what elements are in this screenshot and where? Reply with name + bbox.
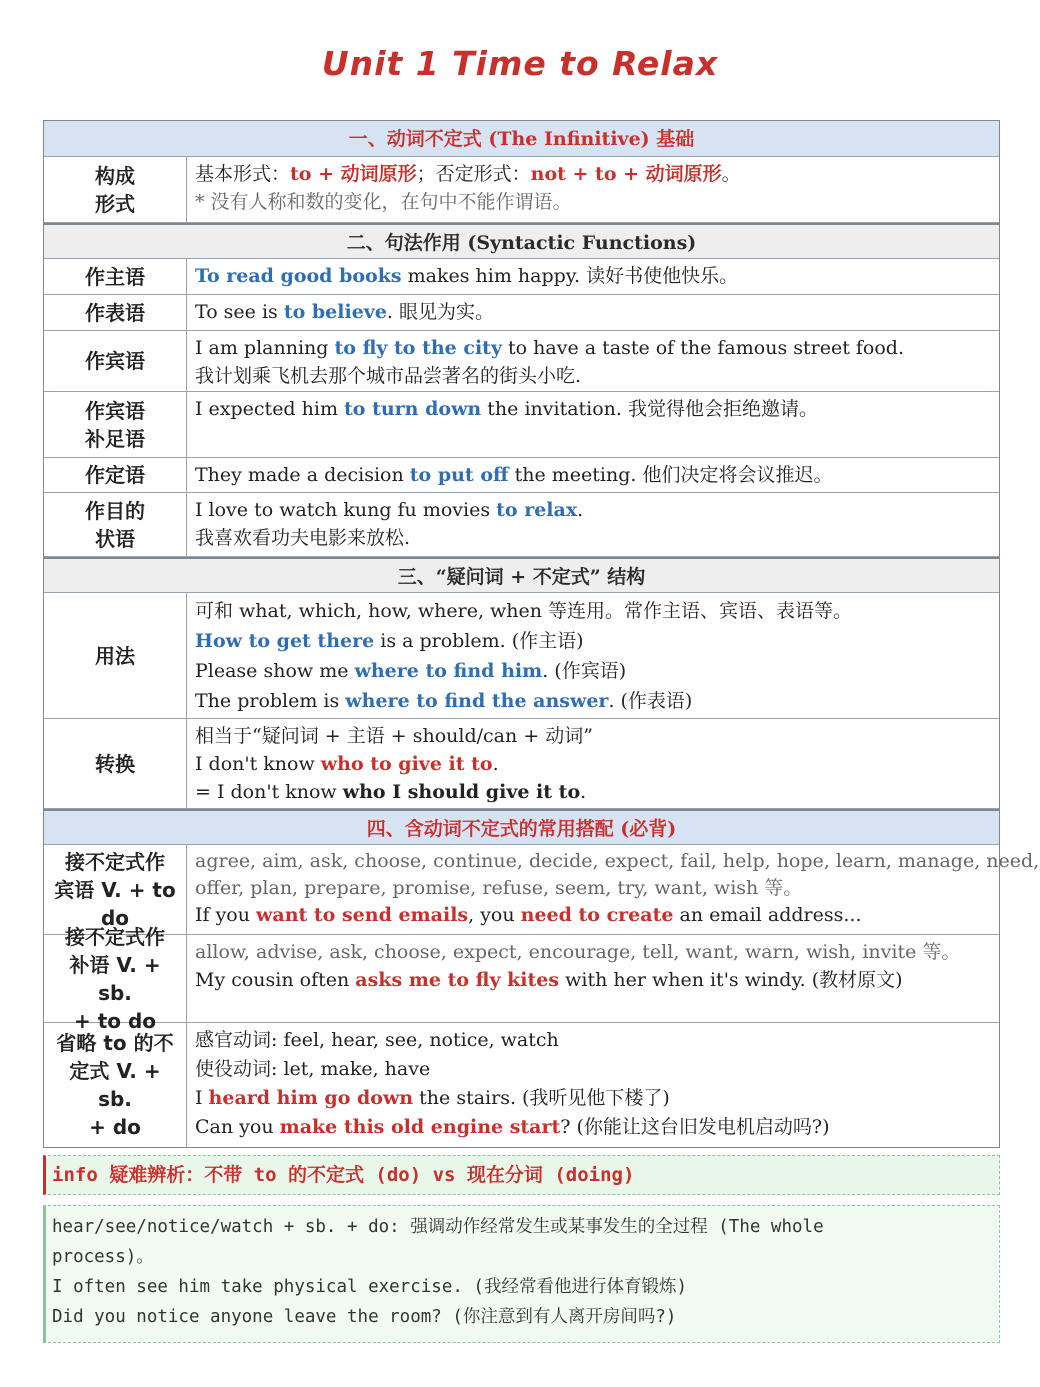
row-verb-to-do	[44, 845, 1040, 935]
info-line: process)。	[52, 1247, 154, 1267]
highlight: How to get there	[195, 630, 375, 652]
header-text: 一、动词不定式	[348, 128, 489, 150]
row-label: 作表语	[44, 295, 187, 330]
highlight: need to create	[520, 904, 674, 926]
label-line: 接不定式作	[64, 849, 165, 874]
row-label: 作主语	[44, 259, 187, 294]
translation: 我计划乘飞机去那个城市品尝著名的街头小吃.	[195, 365, 582, 387]
grammar-table	[43, 120, 1040, 1148]
highlight: to fly to the city	[334, 337, 502, 359]
info-line: I often see him take physical exercise. (我经常看他进行体育锻炼)	[52, 1277, 688, 1297]
text: . (作宾语)	[542, 660, 627, 682]
row-subject	[44, 259, 999, 295]
label-line: 宾语 V. + to	[54, 877, 176, 902]
highlight: want to send emails	[256, 904, 469, 926]
row-label	[44, 924, 187, 1033]
label-line: + do	[89, 1115, 141, 1139]
label-line: 补足语	[85, 426, 145, 451]
text: The problem is	[195, 690, 346, 712]
text: is a problem. (作主语)	[374, 630, 584, 652]
label-line: 构成	[95, 163, 135, 188]
highlight: where to find the answer	[345, 690, 609, 712]
text: an email address...	[673, 904, 862, 926]
text: = I don't know	[195, 781, 343, 803]
highlight: heard him go down	[208, 1087, 414, 1109]
row-verb-sb-do	[44, 1023, 999, 1147]
info-line: Did you notice anyone leave the room? (你注意到有人离开房间吗?)	[52, 1307, 677, 1327]
header-text-post: 基础	[649, 128, 695, 150]
verb-list: allow, advise, ask, choose, expect, encourage, tell, want, warn, wish, invite 等。	[195, 941, 961, 963]
header-text: 四、含动词不定式的常用搭配 (必背)	[366, 818, 677, 840]
text: the invitation. 我觉得他会拒绝邀请。	[481, 398, 818, 420]
row-verb-sb-to-do	[44, 924, 999, 1033]
label-line: 状语	[95, 526, 135, 551]
text: makes him happy. 读好书使他快乐。	[401, 265, 739, 287]
highlight: to put off	[409, 464, 509, 486]
note: * 没有人称和数的变化，在句中不能作谓语。	[195, 191, 572, 213]
label-line: 补语 V. + sb.	[69, 952, 161, 1005]
highlight: not + to + 动词原形	[530, 163, 722, 185]
text: 感官动词: feel, hear, see, notice, watch	[195, 1029, 559, 1051]
text: the meeting. 他们决定将会议推迟。	[508, 464, 833, 486]
row-label: 转换	[44, 719, 187, 808]
row-label	[44, 392, 187, 457]
highlight: to turn down	[344, 398, 482, 420]
text: 。	[721, 163, 741, 185]
label-line: 作目的	[85, 498, 145, 523]
highlight: asks me to fly kites	[355, 969, 560, 991]
row-predicative	[44, 295, 999, 331]
text: Can you	[195, 1116, 280, 1138]
text: My cousin often	[195, 969, 356, 991]
text: 基本形式：	[195, 163, 291, 185]
text: ；否定形式：	[416, 163, 531, 185]
text: the stairs. (我听见他下楼了)	[413, 1087, 670, 1109]
verb-list: agree, aim, ask, choose, continue, decide, expect, fail, help, hope, learn, manage, need,	[195, 850, 1040, 872]
text: I love to watch kung fu movies	[195, 499, 497, 521]
row-label: 作宾语	[44, 331, 187, 391]
text: .	[577, 499, 584, 521]
info-box	[43, 1205, 1000, 1343]
row-usage	[44, 593, 999, 719]
header-text-en: (The Infinitive)	[488, 128, 650, 150]
text: 相当于“疑问词 + 主语 + should/can + 动词”	[195, 725, 593, 747]
row-label: 作定语	[44, 458, 187, 492]
text: with her when it's windy. (教材原文)	[559, 969, 903, 991]
text: .	[492, 753, 499, 775]
row-label: 用法	[44, 593, 187, 718]
highlight: To read good books	[195, 265, 402, 287]
label-line: 省略 to 的不	[56, 1031, 174, 1055]
label-line: do	[100, 905, 130, 930]
text: I am planning	[195, 337, 335, 359]
row-complement	[44, 392, 999, 458]
label-line: 作宾语	[85, 398, 145, 423]
text: . 眼见为实。	[386, 301, 495, 323]
highlight: to relax	[496, 499, 578, 521]
row-adverbial	[44, 493, 999, 557]
verb-list: offer, plan, prepare, promise, refuse, seem, try, want, wish 等。	[195, 877, 803, 899]
highlight: to believe	[283, 301, 387, 323]
text: 可和 what, which, how, where, when 等连用。常作主语、宾语、表语等。	[195, 600, 853, 622]
row-object	[44, 331, 999, 392]
row-label	[44, 845, 187, 934]
row-label-form	[44, 157, 187, 222]
page-title: Unit 1 Time to Relax	[321, 44, 719, 83]
text: , you	[468, 904, 521, 926]
text: .	[580, 781, 587, 803]
label-line: 形式	[95, 191, 135, 216]
text: to have a taste of the famous street food.	[502, 337, 904, 359]
text: I don't know	[195, 753, 321, 775]
translation: 我喜欢看功夫电影来放松.	[195, 527, 411, 549]
row-attributive	[44, 458, 999, 493]
text: They made a decision	[195, 464, 410, 486]
highlight: who to give it to	[320, 753, 493, 775]
text: . (作表语)	[608, 690, 693, 712]
highlight: where to find him	[354, 660, 543, 682]
highlight: make this old engine start	[279, 1116, 561, 1138]
text: 使役动词: let, make, have	[195, 1058, 431, 1080]
section-header-infinitive	[44, 121, 999, 157]
label-line: + to do	[73, 1008, 157, 1033]
section-header-syntactic: 二、句法作用 (Syntactic Functions)	[44, 223, 999, 259]
text: I expected him	[195, 398, 345, 420]
text: ? (你能让这台旧发电机启动吗?)	[560, 1116, 830, 1138]
label-line: 接不定式作	[65, 924, 165, 949]
row-label	[44, 1023, 187, 1147]
text: Please show me	[195, 660, 355, 682]
section-header-wh-infinitive: 三、“疑问词 + 不定式” 结构	[44, 557, 999, 593]
row-conversion	[44, 719, 999, 809]
highlight: who I should give it to	[342, 781, 581, 803]
info-line: hear/see/notice/watch + sb. + do: 强调动作经常发生或某事发生的全过程 (The whole	[52, 1217, 824, 1237]
text: If you	[195, 904, 257, 926]
row-form	[44, 157, 999, 223]
info-heading: info 疑难辨析：不带 to 的不定式 (do) vs 现在分词 (doing)	[43, 1155, 1000, 1195]
label-line: 定式 V. + sb.	[69, 1059, 161, 1111]
text: To see is	[195, 301, 284, 323]
text: I	[195, 1087, 209, 1109]
section-header-collocations	[44, 809, 999, 845]
highlight: to + 动词原形	[290, 163, 417, 185]
row-label	[44, 493, 187, 556]
